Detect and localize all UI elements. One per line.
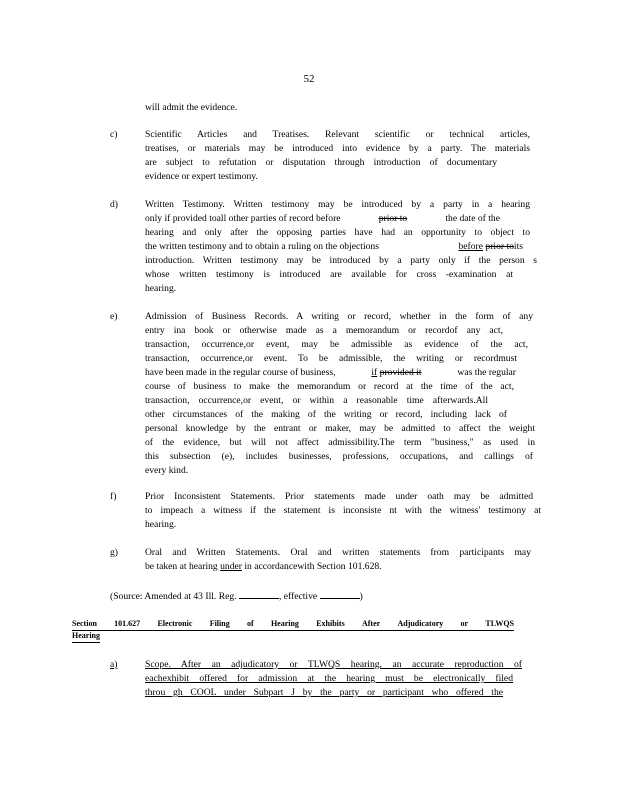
item-e-line-4: transaction, occurrence,or event. To be admissible, the writing or recordmust (145, 353, 517, 364)
intro-line: will admit the evidence. (145, 102, 238, 113)
item-e-line-5 (145, 366, 516, 380)
item-a-line-1: Scope. After an adjudicatory or TLWQS hearing, an accurate reproduction of (145, 659, 522, 670)
item-d-line-4-a: the written testimony and to obtain a ruling on the objections (145, 241, 379, 252)
source-note-a: (Source: Amended at 43 Ill. Reg. (110, 591, 237, 602)
item-g-line-2-a: be taken at hearing (145, 561, 218, 572)
item-d-label: d) (110, 199, 118, 210)
item-d-line-2 (145, 212, 500, 226)
item-d-line-2-struck: prior to (378, 213, 408, 224)
item-e-line-1: Admission of Business Records. A writing or record, whether in the form of any (145, 311, 533, 322)
section-heading-word: of (246, 619, 254, 628)
item-f-line-1: Prior Inconsistent Statements. Prior statements made under oath may be admitted (145, 491, 533, 502)
item-e-line-10: of the evidence, but will not affect admissibility.The term "business," as used in (145, 437, 535, 448)
item-d-line-3: hearing and only after the opposing parties have had an opportunity to object to (145, 227, 530, 238)
item-e-line-3: transaction, occurrence,or event, may be admissible as evidence of the act, (145, 339, 528, 350)
item-e-line-2: entry ina book or otherwise made as a memorandum or recordof any act, (145, 325, 503, 336)
item-c-line-2: treatises, or materials may be introduced into evidence by a party. The materials (145, 143, 530, 154)
item-d-line-4 (145, 240, 523, 254)
item-d-line-4-d: its (513, 241, 523, 252)
source-note-c: ) (359, 591, 363, 602)
section-heading-word: Exhibits (316, 619, 345, 628)
item-g-label: g) (110, 547, 118, 558)
item-c-line-3: are subject to refutation or disputation through introduction of documentary (145, 157, 497, 168)
item-e-label: e) (110, 311, 118, 322)
item-f-line-2: to impeach a witness if the statement is inconsiste nt with the witness' testimony at (145, 505, 541, 516)
section-heading-word: Electronic (157, 619, 193, 628)
item-d-line-4-struck: prior to (485, 241, 514, 252)
item-e-line-11: this subsection (e), includes businesses, professions, occupations, and callings of (145, 451, 533, 462)
item-d-line-7: hearing. (145, 283, 177, 294)
item-d-line-2-a: only if provided toall other parties of record before (145, 213, 341, 224)
source-blank-1 (239, 588, 279, 599)
item-d-line-2-c: the date of the (445, 213, 500, 224)
section-heading-word: Adjudicatory (397, 619, 444, 628)
item-d-line-4-inserted: before (458, 241, 483, 252)
item-e-line-5-struck: provided it (379, 367, 422, 378)
item-e-line-5-a: have been made in the regular course of business, (145, 367, 336, 378)
section-heading-word: TLWQS (485, 619, 514, 628)
item-g-line-2-c: in accordancewith Section 101.628. (244, 561, 382, 572)
section-heading-word: 101.627 (114, 619, 141, 628)
item-d-line-5: introduction. Written testimony may be introduced by a party only if the person s (145, 255, 537, 266)
item-c-line-1: Scientific Articles and Treatises. Relevant scientific or technical articles, (145, 129, 530, 140)
item-e-line-9: personal knowledge by the entrant or maker, may be admitted to affect the weight (145, 423, 535, 434)
item-a-line-2: eachexhibit offered for admission at the hearing must be electronically filed (145, 673, 513, 684)
section-heading-continuation: Hearing (72, 630, 100, 643)
source-note (110, 588, 363, 604)
item-g-line-2-inserted: under (220, 561, 242, 572)
item-g-line-2 (145, 560, 382, 574)
item-f-label: f) (110, 491, 117, 502)
item-f-line-3: hearing. (145, 519, 177, 530)
section-heading-word: Section (72, 619, 97, 628)
section-heading-word: or (460, 619, 469, 628)
page-number: 52 (303, 73, 315, 85)
item-e-line-5-d: was the regular (457, 367, 516, 378)
section-heading-word: After (361, 619, 381, 628)
item-e-line-8: other circumstances of the making of the writing or record, including lack of (145, 409, 507, 420)
section-heading-word: Hearing (270, 619, 299, 628)
section-heading (72, 618, 514, 631)
item-a-line-3: throu gh COOL under Subpart J by the party or participant who offered the (145, 687, 503, 698)
source-note-b: , effective (278, 591, 318, 602)
item-g-line-1: Oral and Written Statements. Oral and written statements from participants may (145, 547, 531, 558)
item-e-line-12: every kind. (145, 465, 189, 476)
item-c-label: c) (110, 129, 118, 140)
item-d-line-1: Written Testimony. Written testimony may be introduced by a party in a hearing (145, 199, 530, 210)
section-heading-word: Filing (209, 619, 230, 628)
item-a-label: a) (110, 659, 118, 670)
item-e-line-7: transaction, occurrence,or event, or within a reasonable time afterwards.All (145, 395, 488, 406)
item-e-line-6: course of business to make the memorandum or record at the time of the act, (145, 381, 514, 392)
item-e-line-5-inserted: if (371, 367, 378, 378)
source-blank-2 (320, 588, 360, 599)
item-d-line-6: whose written testimony is introduced are available for cross -examination at (145, 269, 513, 280)
item-c-line-4: evidence or expert testimony. (145, 171, 258, 182)
